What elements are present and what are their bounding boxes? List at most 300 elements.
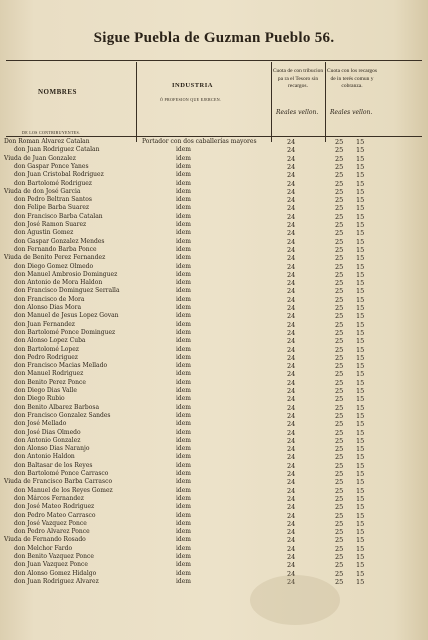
cuota-recargos-fraction: 15 [356,519,365,528]
cuota-recargos-value: 25 [335,503,344,512]
cuota-tesoro-value: 24 [287,245,296,254]
table-row [0,171,428,179]
header-cuota-tesoro: Cuota de con tribucion pa ra el Tesoro sin recargos. [272,68,324,89]
table-row [0,478,428,486]
cuota-recargos-value: 25 [335,212,344,221]
cuota-recargos-fraction: 15 [356,561,365,570]
contributor-name: don Juan Vazquez Ponce [14,561,88,569]
contributor-name: don Diego Gomez Olmedo [14,262,94,270]
cuota-recargos-value: 25 [335,312,344,321]
table-row [0,155,428,163]
contributor-name: don José Vazquez Ponce [14,519,87,527]
cuota-recargos-value: 25 [335,403,344,412]
cuota-recargos-fraction: 15 [356,328,365,337]
cuota-tesoro-value: 24 [287,470,296,478]
industry-text: idem [176,453,191,461]
table-row [0,553,428,561]
cuota-tesoro-value: 24 [287,146,296,155]
cuota-tesoro-value: 24 [287,461,296,470]
table-row [0,503,428,511]
table-row [0,254,428,262]
cuota-recargos-fraction: 15 [356,544,365,553]
industry-text: idem [176,370,191,378]
cuota-recargos-fraction: 15 [356,403,365,412]
table-row [0,462,428,470]
industry-text: idem [176,179,191,187]
cuota-recargos-value: 25 [335,561,344,570]
contributor-name: Viuda de Francisco Barba Carrasco [4,478,113,486]
industry-text: idem [176,428,191,436]
industry-text: idem [176,212,191,220]
table-row [0,362,428,370]
table-row [0,412,428,420]
cuota-recargos-fraction: 15 [356,511,365,520]
industry-text: idem [176,420,191,428]
industry-text: idem [176,536,191,544]
table-row [0,561,428,569]
industry-text: idem [176,395,191,403]
cuota-recargos-fraction: 15 [356,245,365,254]
cuota-recargos-fraction: 15 [356,221,365,229]
cuota-recargos-value: 25 [335,511,344,520]
cuota-recargos-fraction: 15 [356,436,365,445]
cuota-tesoro-value: 24 [287,403,296,412]
industry-text: idem [176,387,191,394]
table-row [0,287,428,295]
table-row [0,304,428,312]
cuota-recargos-value: 25 [335,478,344,487]
contributor-name: don Melchor Fardo [14,544,73,552]
contributor-name: don Alonso Lopez Cuba [14,337,86,345]
cuota-recargos-fraction: 15 [356,453,365,462]
contributor-name: don José Mateo Rodriguez [14,503,95,511]
cuota-recargos-value: 25 [335,528,344,537]
cuota-recargos-fraction: 15 [356,146,365,155]
table-row [0,354,428,362]
cuota-recargos-fraction: 15 [356,395,365,404]
industry-text: idem [176,519,191,527]
industry-text: idem [176,544,191,552]
table-row [0,420,428,428]
industry-text: idem [176,270,191,278]
table-row [0,146,428,154]
table-row [0,453,428,461]
cuota-tesoro-value: 24 [287,237,296,246]
cuota-recargos-value: 25 [335,486,344,495]
cuota-recargos-value: 25 [335,138,344,146]
cuota-tesoro-value: 24 [287,179,296,188]
industry-text: idem [176,345,191,353]
cuota-recargos-value: 25 [335,378,344,387]
contributor-name: don Agustin Gomez [14,229,74,237]
table-row [0,337,428,345]
contributor-name: don Felipe Barba Suarez [14,204,90,212]
cuota-recargos-value: 25 [335,221,344,229]
cuota-recargos-fraction: 15 [356,387,365,395]
table-row [0,312,428,320]
cuota-tesoro-value: 24 [287,478,296,487]
industry-text: idem [176,561,191,569]
cuota-recargos-value: 25 [335,553,344,561]
cuota-recargos-value: 25 [335,270,344,279]
industry-text: idem [176,196,191,204]
table-row [0,528,428,536]
contributor-name: don Bartolomé Lopez [14,345,79,353]
industry-text: idem [176,445,191,453]
contributor-name: don Francisco Macias Mellado [14,362,108,370]
contributor-name: don Juan Rodriguez Catalan [14,146,100,154]
cuota-recargos-value: 25 [335,287,344,296]
cuota-recargos-fraction: 15 [356,138,365,146]
industry-text: idem [176,320,191,328]
cuota-recargos-value: 25 [335,304,344,312]
cuota-recargos-value: 25 [335,569,344,578]
cuota-recargos-fraction: 15 [356,279,365,288]
industry-text: idem [176,237,191,245]
cuota-recargos-value: 25 [335,295,344,304]
cuota-recargos-value: 25 [335,245,344,254]
contributor-name: don Antonio Haldon [14,453,75,461]
cuota-recargos-value: 25 [335,353,344,362]
cuota-tesoro-value: 24 [287,221,296,229]
industry-text: idem [176,171,191,179]
table-row [0,578,428,586]
contributor-name: don Pedro Alvarez Ponce [14,528,90,536]
unit-label-1: Reales vellon. [276,109,319,116]
industry-text: idem [176,486,191,494]
cuota-tesoro-value: 24 [287,320,296,329]
cuota-recargos-value: 25 [335,362,344,371]
contributor-name: don Juan Fernandez [14,320,75,328]
cuota-recargos-value: 25 [335,154,344,163]
cuota-recargos-fraction: 15 [356,362,365,371]
cuota-tesoro-value: 24 [287,428,296,437]
industry-text: idem [176,221,191,228]
cuota-recargos-value: 25 [335,229,344,238]
cuota-recargos-fraction: 15 [356,370,365,379]
header-rule-top [6,60,422,61]
cuota-recargos-fraction: 15 [356,295,365,304]
industry-text: idem [176,478,191,486]
cuota-tesoro-value: 24 [287,204,296,213]
industry-text: idem [176,187,191,195]
cuota-tesoro-value: 24 [287,287,296,296]
cuota-tesoro-value: 24 [287,295,296,304]
industry-text: idem [176,569,191,577]
cuota-recargos-fraction: 15 [356,262,365,271]
cuota-recargos-value: 25 [335,237,344,246]
cuota-tesoro-value: 24 [287,262,296,271]
cuota-recargos-fraction: 15 [356,229,365,238]
table-row [0,163,428,171]
cuota-tesoro-value: 24 [287,171,296,180]
contributor-name: don Francisco Dominguez Serralla [14,287,120,295]
table-row [0,196,428,204]
cuota-recargos-fraction: 15 [356,162,365,171]
cuota-recargos-fraction: 15 [356,320,365,329]
cuota-tesoro-value: 24 [287,486,296,495]
cuota-recargos-fraction: 15 [356,461,365,470]
table-row [0,520,428,528]
cuota-tesoro-value: 24 [287,453,296,462]
cuota-tesoro-value: 24 [287,337,296,346]
industry-text: idem [176,262,191,270]
cuota-recargos-value: 25 [335,470,344,478]
industry-text: idem [176,162,191,170]
cuota-recargos-fraction: 15 [356,378,365,387]
cuota-tesoro-value: 24 [287,196,296,205]
table-row [0,487,428,495]
cuota-recargos-fraction: 15 [356,196,365,205]
table-row [0,221,428,229]
contributor-name: don Manuel de los Reyes Gomez [14,486,113,494]
cuota-tesoro-value: 24 [287,345,296,354]
table-row [0,346,428,354]
contributor-name: don Francisco de Mora [14,295,85,303]
cuota-recargos-fraction: 15 [356,411,365,420]
industry-text: idem [176,328,191,336]
industry-text: Portador con dos caballerías mayores [142,138,257,145]
industry-text: idem [176,503,191,511]
table-row [0,370,428,378]
cuota-recargos-fraction: 15 [356,420,365,429]
cuota-tesoro-value: 24 [287,436,296,445]
cuota-recargos-fraction: 15 [356,494,365,503]
cuota-recargos-fraction: 15 [356,353,365,362]
contributor-name: don Alonso Dias Mora [14,304,82,311]
table-row [0,263,428,271]
table-row [0,545,428,553]
contributor-name: don Manuel de Jesus Lopez Govan [14,312,119,320]
cuota-recargos-value: 25 [335,345,344,354]
cuota-tesoro-value: 24 [287,229,296,238]
cuota-tesoro-value: 24 [287,270,296,279]
unit-label-2: Reales vellon. [330,109,373,116]
header-rule-bottom [6,136,422,137]
industry-text: idem [176,511,191,519]
table-row [0,213,428,221]
table-row [0,512,428,520]
table-row [0,536,428,544]
cuota-recargos-fraction: 15 [356,179,365,188]
column-divider [136,62,137,142]
cuota-tesoro-value: 24 [287,395,296,404]
page-title: Sigue Puebla de Guzman Pueblo 56. [93,30,335,46]
contributor-name: don Pedro Mateo Carrasco [14,511,96,519]
cuota-tesoro-value: 24 [287,561,296,570]
cuota-recargos-fraction: 15 [356,237,365,246]
contributor-name: don Bartolomé Ponce Carrasco [14,470,109,477]
contributor-name: don Antonio Gonzalez [14,436,81,444]
table-row [0,229,428,237]
cuota-recargos-value: 25 [335,395,344,404]
industry-text: idem [176,279,191,287]
industry-text: idem [176,411,191,419]
table-row [0,570,428,578]
cuota-recargos-value: 25 [335,387,344,395]
cuota-recargos-value: 25 [335,337,344,346]
contributor-name: don Gaspar Ponce Yanes [14,162,89,170]
table-row [0,271,428,279]
table-row [0,379,428,387]
contributor-name: Viuda de Fernando Rosado [4,536,86,544]
cuota-tesoro-value: 24 [287,519,296,528]
contributor-name: don José Mellado [14,420,67,428]
cuota-recargos-value: 25 [335,162,344,171]
cuota-tesoro-value: 24 [287,304,296,312]
cuota-tesoro-value: 24 [287,528,296,537]
cuota-recargos-fraction: 15 [356,204,365,213]
cuota-recargos-value: 25 [335,445,344,454]
contributor-name: don Juan Cristobal Rodriguez [14,171,104,179]
cuota-tesoro-value: 24 [287,212,296,221]
cuota-recargos-value: 25 [335,328,344,337]
table-row [0,404,428,412]
cuota-recargos-value: 25 [335,171,344,180]
industry-text: idem [176,353,191,361]
cuota-recargos-value: 25 [335,461,344,470]
cuota-recargos-value: 25 [335,370,344,379]
cuota-recargos-value: 25 [335,519,344,528]
contributor-name: don Benito Vazquez Ponce [14,553,94,560]
industry-text: idem [176,204,191,212]
cuota-recargos-fraction: 15 [356,536,365,545]
cuota-tesoro-value: 24 [287,162,296,171]
table-row [0,188,428,196]
contributor-name: Viuda de Juan Gonzalez [4,154,76,162]
cuota-recargos-fraction: 15 [356,337,365,346]
contributor-name: don Diego Rubio [14,395,65,403]
cuota-recargos-value: 25 [335,577,344,586]
contributor-name: don José Dias Olmedo [14,428,81,436]
contributor-name: don Baltasar de los Reyes [14,461,93,469]
industry-text: idem [176,553,191,560]
industry-text: idem [176,403,191,411]
table-row [0,495,428,503]
cuota-recargos-fraction: 15 [356,287,365,296]
cuota-recargos-value: 25 [335,544,344,553]
cuota-tesoro-value: 24 [287,378,296,387]
contributor-name: don Bartolomé Ponce Dominguez [14,328,116,336]
cuota-recargos-fraction: 15 [356,553,365,561]
table-row [0,204,428,212]
cuota-recargos-value: 25 [335,494,344,503]
header-cuota-recargos: Cuota con los recargos de in terés comun y cobranza. [326,68,378,89]
cuota-recargos-fraction: 15 [356,312,365,321]
cuota-tesoro-value: 24 [287,544,296,553]
industry-text: idem [176,362,191,370]
contributor-name: don Francisco Barba Catalan [14,212,103,220]
contributor-name: don Benito Albarez Barbosa [14,403,100,411]
contributor-name: don Manuel Ambrosio Dominguez [14,270,118,278]
industry-text: idem [176,287,191,295]
cuota-recargos-fraction: 15 [356,478,365,487]
contributor-name: don Gaspar Gonzalez Mendes [14,237,105,245]
cuota-recargos-fraction: 15 [356,528,365,537]
industry-text: idem [176,254,191,262]
cuota-tesoro-value: 24 [287,328,296,337]
cuota-tesoro-value: 24 [287,370,296,379]
cuota-recargos-fraction: 15 [356,270,365,279]
table-row [0,321,428,329]
cuota-tesoro-value: 24 [287,279,296,288]
cuota-recargos-fraction: 15 [356,503,365,512]
cuota-recargos-fraction: 15 [356,154,365,163]
contributor-name: don Pedro Beltran Santos [14,196,92,204]
industry-text: idem [176,528,191,536]
cuota-recargos-value: 25 [335,146,344,155]
cuota-tesoro-value: 24 [287,411,296,420]
contributor-name: don Alonso Dias Naranjo [14,445,90,453]
cuota-tesoro-value: 24 [287,445,296,454]
cuota-recargos-fraction: 15 [356,171,365,180]
industry-text: idem [176,295,191,303]
contributor-name: don Francisco Gonzalez Sandes [14,411,111,419]
contributor-name: don Benito Perez Ponce [14,378,86,386]
header-nombres-sub: DE LOS CONTRIBUYENTES. [22,130,81,135]
table-row [0,138,428,146]
industry-text: idem [176,494,191,502]
industry-text: idem [176,312,191,320]
table-row [0,329,428,337]
cuota-recargos-fraction: 15 [356,345,365,354]
contributor-name: don José Ramon Suarez [14,221,87,228]
contributor-name: don Alonso Gomez Hidalgo [14,569,97,577]
contributor-name: Viuda de Benito Perez Fernandez [4,254,106,262]
cuota-recargos-fraction: 15 [356,212,365,221]
contributor-name: don Bartolomé Rodriguez [14,179,92,187]
cuota-tesoro-value: 24 [287,536,296,545]
header-industria-sub: Ó PROFESION QUE EJERCEN. [160,97,222,102]
table-row [0,238,428,246]
cuota-recargos-value: 25 [335,204,344,213]
contributor-name: Don Roman Alvarez Catalan [4,138,90,145]
cuota-recargos-value: 25 [335,453,344,462]
cuota-tesoro-value: 24 [287,503,296,512]
cuota-tesoro-value: 24 [287,387,296,395]
industry-text: idem [176,470,191,477]
contributor-name: don Fernando Barba Ponce [14,245,97,253]
contributor-name: don Pedro Rodriguez [14,353,78,361]
cuota-tesoro-value: 24 [287,511,296,520]
cuota-recargos-value: 25 [335,411,344,420]
contributor-name: don Juan Rodriguez Alvarez [14,577,99,585]
cuota-recargos-value: 25 [335,436,344,445]
table-row [0,180,428,188]
table-row [0,470,428,478]
contributor-name: don Diego Dias Valle [14,387,77,394]
cuota-recargos-fraction: 15 [356,470,365,478]
cuota-tesoro-value: 24 [287,577,296,586]
industry-text: idem [176,154,191,162]
cuota-recargos-value: 25 [335,262,344,271]
table-row [0,296,428,304]
contributor-name: don Manuel Rodriguez [14,370,84,378]
cuota-recargos-value: 25 [335,179,344,188]
cuota-tesoro-value: 24 [287,420,296,429]
industry-text: idem [176,436,191,444]
cuota-recargos-fraction: 15 [356,577,365,586]
cuota-recargos-value: 25 [335,254,344,263]
cuota-recargos-value: 25 [335,320,344,329]
cuota-recargos-value: 25 [335,196,344,205]
contributor-name: don Márcos Fernandez [14,494,84,502]
industry-text: idem [176,378,191,386]
cuota-recargos-value: 25 [335,279,344,288]
header-nombres: NOMBRES [38,88,77,96]
industry-text: idem [176,461,191,469]
cuota-recargos-fraction: 15 [356,187,365,196]
